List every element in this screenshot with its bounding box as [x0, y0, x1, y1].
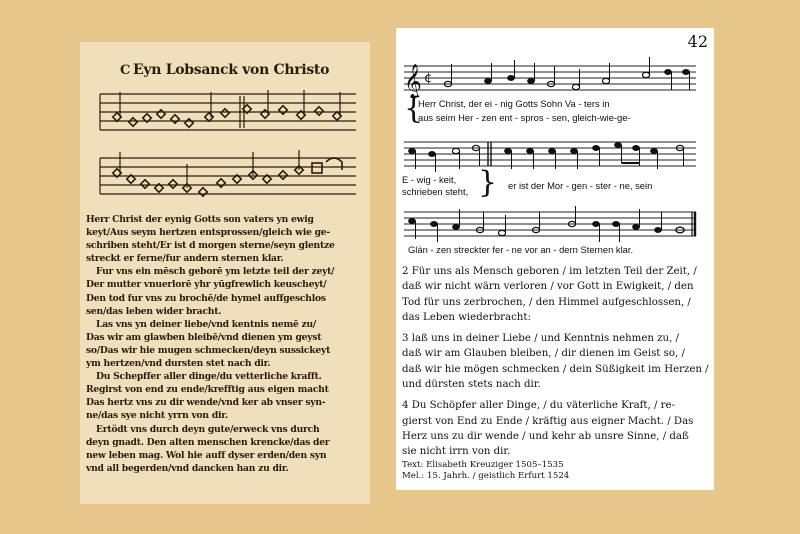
- verse-4: 4 Du Schöpfer aller Dinge, / du väterliche Kraft, / re- gierst von End zu Ende / kräftig aus eigner Macht. / Das Herz uns zu dir wende / und kehr ab unsre Sinne, / daß sie nicht irrn von dir.: [402, 400, 694, 458]
- text-line: sen/das leben wider bracht.: [86, 305, 222, 317]
- lyric-line: aus seim Her - zen ent - spros - sen, gleich-wie-ge-: [418, 112, 631, 123]
- verse-3: 3 laß uns in deiner Liebe / und Kenntnis nehmen zu, / daß wir am Glauben bleiben, / dir dienen im Geist so, / daß wir hie mögen schmecken / dein Süßigkeit im Herzen / und dürsten stets nach dir.: [402, 333, 709, 391]
- lyric-line: er ist der Mor - gen - ster - ne, sein: [508, 180, 653, 191]
- text-line: Du Schepffer aller dinge/du vetterliche krafft.: [96, 371, 322, 383]
- notes-staff-2: [113, 158, 342, 196]
- lyric-line: Glän - zen streckter fer - ne vor an - dern Sternen klar.: [408, 244, 634, 255]
- text-credit: Text: Elisabeth Kreuziger 1505–1535: [402, 460, 564, 470]
- text-line: deyn gnadt. Den alten menschen krencke/das der: [86, 436, 330, 448]
- text-line: so/Das wir hie mugen schmecken/deyn sussickeyt: [86, 344, 331, 356]
- text-line: keyt/Aus seym hertzen entsprossen/gleich wie ge-: [86, 227, 330, 239]
- treble-clef-icon: 𝄞: [404, 64, 422, 98]
- staff-3-modern: [396, 204, 714, 244]
- notes-staff-2-modern: [409, 143, 684, 173]
- time-signature-icon: ¢: [424, 71, 433, 86]
- staff-1-old: [94, 88, 364, 138]
- text-line: Regirst von end zu ende/krefftig aus eigen macht: [86, 384, 329, 396]
- lyric-line: E - wig - keit,: [402, 174, 457, 185]
- text-line: schriben steht/Er ist d morgen sterne/seyn glentze: [86, 240, 335, 252]
- verse-2: 2 Für uns als Mensch geboren / im letzten Teil der Zeit, / daß wir nicht wärn verloren / vor Gott in Ewigkeit, / den Tod für uns zerbrochen, / den Himmel aufgeschlossen, / das Leben wiederbracht:: [402, 266, 697, 323]
- lyric-line: schrieben steht,: [402, 186, 469, 197]
- text-line: Das hertz vns zu dir wende/vnd ker ab vnser syn-: [86, 397, 326, 409]
- text-line: Herr Christ der eynig Gotts son vaters yn ewig: [86, 214, 314, 225]
- text-line: Ertödt vns durch deyn gute/erweck vns durch: [96, 423, 320, 435]
- page-number: 42: [687, 32, 708, 51]
- text-line: Den tod fur vns zu brochē/de hymel auffgeschlos: [86, 292, 326, 304]
- text-line: ne/das sye nicht yrrn von dir.: [86, 410, 228, 422]
- notes-staff-1-modern: [444, 57, 689, 90]
- text-line: Der mutter vnuerlorē yhr yūgfrewlich keuscheyt/: [86, 279, 327, 291]
- text-line: Das wir am glawben bleibē/vnd dienen ym geyst: [86, 331, 322, 343]
- verses: [402, 264, 708, 466]
- gothic-title: [120, 62, 360, 78]
- text-line: vnd all begerden/vnd dancken han zu dir.: [86, 462, 289, 474]
- text-line: Fur vns ein mēsch geborē ym letzte teil der zeyt/: [96, 266, 335, 278]
- staff-1-modern: [396, 54, 714, 98]
- melody-credit: Mel.: 15. Jahrh. / geistlich Erfurt 1524: [402, 471, 570, 481]
- gothic-body-text: [86, 214, 368, 476]
- title-text: Eyn Lobsanck von Christo: [133, 62, 330, 78]
- verse-brace-icon: {: [404, 91, 424, 126]
- credits: [402, 460, 708, 482]
- staff-2-modern: [396, 134, 714, 174]
- pilcrow-icon: C: [120, 63, 131, 78]
- text-line: Las vns yn deiner liebe/vnd kentnis nemē zu/: [96, 318, 317, 330]
- text-line: ym hertzen/vnd dursten stet nach dir.: [86, 358, 271, 370]
- text-line: streckt er ferne/fur andern sternen klar.: [86, 253, 284, 265]
- lyric-line: Herr Christ, der ei - nig Gotts Sohn Va - ters in: [418, 98, 610, 109]
- staff-2-old: [94, 150, 364, 206]
- modern-hymn-page: [396, 28, 714, 490]
- text-line: new leben mag. Wol hie auff dyser erden/den syn: [86, 449, 327, 461]
- notes-staff-1: [113, 105, 341, 127]
- verse-brace-icon: }: [478, 165, 498, 200]
- historical-hymn-page: [80, 42, 370, 504]
